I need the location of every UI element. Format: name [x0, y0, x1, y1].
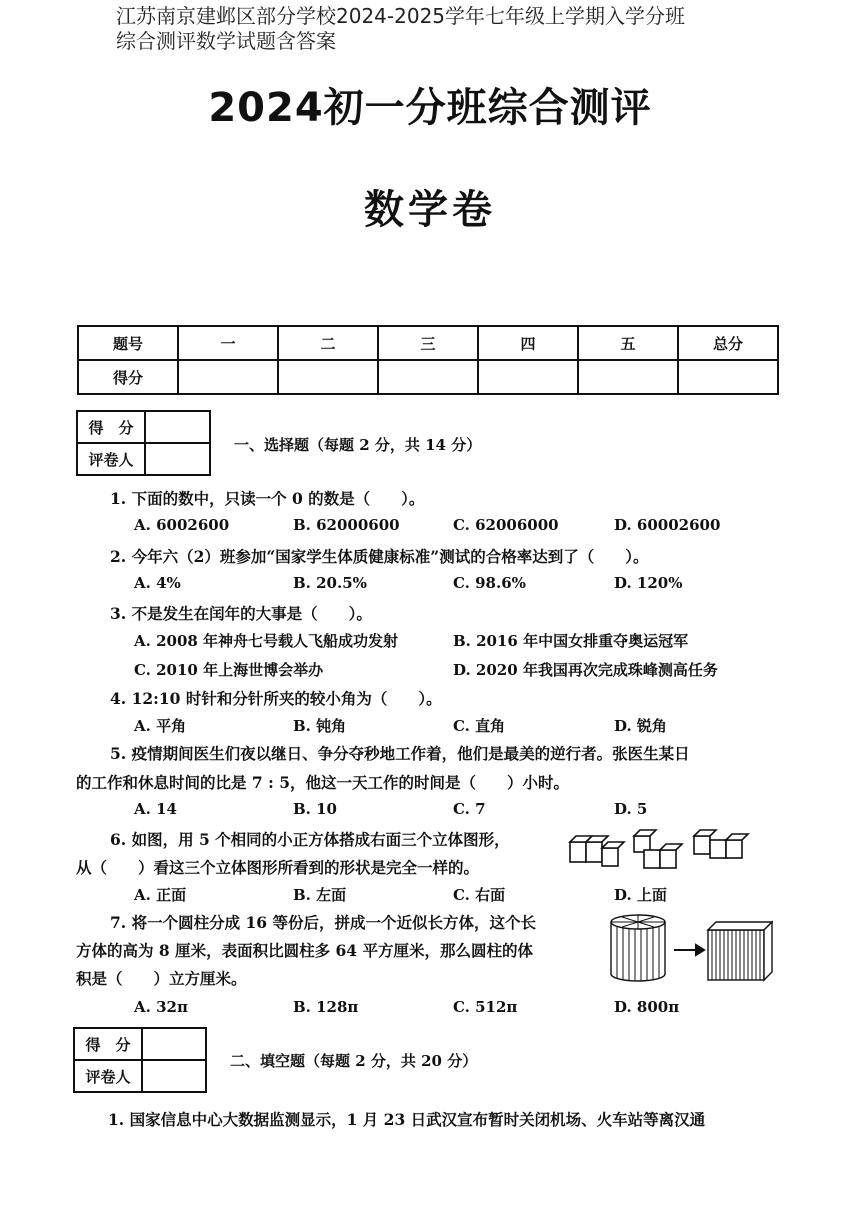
- score-cell[interactable]: [378, 360, 478, 394]
- q3-option-d[interactable]: D. 2020 年我国再次完成珠峰测高任务: [453, 661, 718, 679]
- question-5-stem-line-2: 的工作和休息时间的比是 7 : 5，他这一天工作的时间是（ ）小时。: [76, 773, 569, 792]
- score-header-cell: 题号: [78, 326, 178, 360]
- question-2-stem: 2. 今年六（2）班参加“国家学生体质健康标准”测试的合格率达到了（ ）。: [110, 547, 649, 566]
- score-header-cell: 三: [378, 326, 478, 360]
- q1-option-d[interactable]: D. 60002600: [614, 516, 721, 534]
- question-4-stem: 4. 12:10 时针和分针所夹的较小角为（ ）。: [110, 689, 442, 708]
- grader-name-label: 评卷人: [77, 443, 145, 475]
- q2-option-d[interactable]: D. 120%: [614, 574, 683, 592]
- question-7-stem-line-3: 积是（ ）立方厘米。: [76, 969, 247, 988]
- q3-option-b[interactable]: B. 2016 年中国女排重夺奥运冠军: [453, 632, 689, 650]
- score-header-cell: 总分: [678, 326, 778, 360]
- question-3-stem: 3. 不是发生在闰年的大事是（ ）。: [110, 604, 372, 623]
- q2-option-a[interactable]: A. 4%: [134, 574, 181, 592]
- question-1-stem: 1. 下面的数中，只读一个 0 的数是（ ）。: [110, 489, 425, 508]
- q3-option-c[interactable]: C. 2010 年上海世博会举办: [134, 661, 324, 679]
- document-header: [116, 4, 796, 54]
- grader-box-2: [73, 1027, 207, 1093]
- score-header-cell: 五: [578, 326, 678, 360]
- grader-score-cell[interactable]: [145, 411, 210, 443]
- grader-score-label: 得 分: [74, 1028, 142, 1060]
- score-header-cell: 四: [478, 326, 578, 360]
- section-2-heading: 二、填空题（每题 2 分，共 20 分）: [230, 1052, 478, 1070]
- q6-option-d[interactable]: D. 上面: [614, 886, 667, 904]
- question-7-stem-line-1: 7. 将一个圆柱分成 16 等份后，拼成一个近似长方体，这个长: [110, 913, 536, 932]
- q7-option-c[interactable]: C. 512π: [453, 998, 518, 1016]
- q6-option-a[interactable]: A. 正面: [134, 886, 187, 904]
- q7-option-d[interactable]: D. 800π: [614, 998, 680, 1016]
- exam-title: 2024初一分班综合测评: [208, 85, 652, 131]
- q5-option-d[interactable]: D. 5: [614, 800, 648, 818]
- cylinder-figure-image: [608, 912, 773, 984]
- q5-option-b[interactable]: B. 10: [293, 800, 337, 818]
- q5-option-a[interactable]: A. 14: [134, 800, 177, 818]
- grader-box-1: [76, 410, 211, 476]
- cube-figures-image: [568, 826, 753, 872]
- score-cell[interactable]: [178, 360, 278, 394]
- grader-name-cell[interactable]: [142, 1060, 206, 1092]
- score-cell[interactable]: [278, 360, 378, 394]
- header-line-2: 综合测评数学试题含答案: [116, 29, 336, 53]
- q2-option-b[interactable]: B. 20.5%: [293, 574, 367, 592]
- question-6-stem-line-1: 6. 如图，用 5 个相同的小正方体搭成右面三个立体图形，: [110, 830, 510, 849]
- q1-option-c[interactable]: C. 62006000: [453, 516, 559, 534]
- q7-option-a[interactable]: A. 32π: [134, 998, 188, 1016]
- grader-score-cell[interactable]: [142, 1028, 206, 1060]
- grader-name-cell[interactable]: [145, 443, 210, 475]
- question-5-stem-line-1: 5. 疫情期间医生们夜以继日、争分夺秒地工作着，他们是最美的逆行者。张医生某日: [110, 744, 690, 763]
- q5-option-c[interactable]: C. 7: [453, 800, 486, 818]
- question-6-stem-line-2: 从（ ）看这三个立体图形所看到的形状是完全一样的。: [76, 858, 480, 877]
- score-table: [77, 325, 779, 395]
- q4-option-a[interactable]: A. 平角: [134, 717, 187, 735]
- score-header-cell: 一: [178, 326, 278, 360]
- q4-option-c[interactable]: C. 直角: [453, 717, 506, 735]
- grader-score-label: 得 分: [77, 411, 145, 443]
- q3-option-a[interactable]: A. 2008 年神舟七号载人飞船成功发射: [134, 632, 399, 650]
- q6-option-b[interactable]: B. 左面: [293, 886, 347, 904]
- q4-option-d[interactable]: D. 锐角: [614, 717, 667, 735]
- score-row-label: 得分: [78, 360, 178, 394]
- q7-option-b[interactable]: B. 128π: [293, 998, 359, 1016]
- q2-option-c[interactable]: C. 98.6%: [453, 574, 526, 592]
- section-2-question-1: 1. 国家信息中心大数据监测显示，1 月 23 日武汉宣布暂时关闭机场、火车站等离汉通: [108, 1110, 706, 1129]
- score-cell[interactable]: [578, 360, 678, 394]
- q1-option-a[interactable]: A. 6002600: [134, 516, 230, 534]
- q1-option-b[interactable]: B. 62000600: [293, 516, 400, 534]
- score-cell[interactable]: [678, 360, 778, 394]
- grader-name-label: 评卷人: [74, 1060, 142, 1092]
- exam-subtitle: 数学卷: [364, 187, 496, 233]
- section-1-heading: 一、选择题（每题 2 分，共 14 分）: [234, 436, 482, 454]
- score-header-cell: 二: [278, 326, 378, 360]
- q4-option-b[interactable]: B. 钝角: [293, 717, 347, 735]
- question-7-stem-line-2: 方体的高为 8 厘米，表面积比圆柱多 64 平方厘米，那么圆柱的体: [76, 941, 533, 960]
- score-cell[interactable]: [478, 360, 578, 394]
- q6-option-c[interactable]: C. 右面: [453, 886, 506, 904]
- header-line-1: 江苏南京建邺区部分学校2024-2025学年七年级上学期入学分班: [116, 4, 686, 28]
